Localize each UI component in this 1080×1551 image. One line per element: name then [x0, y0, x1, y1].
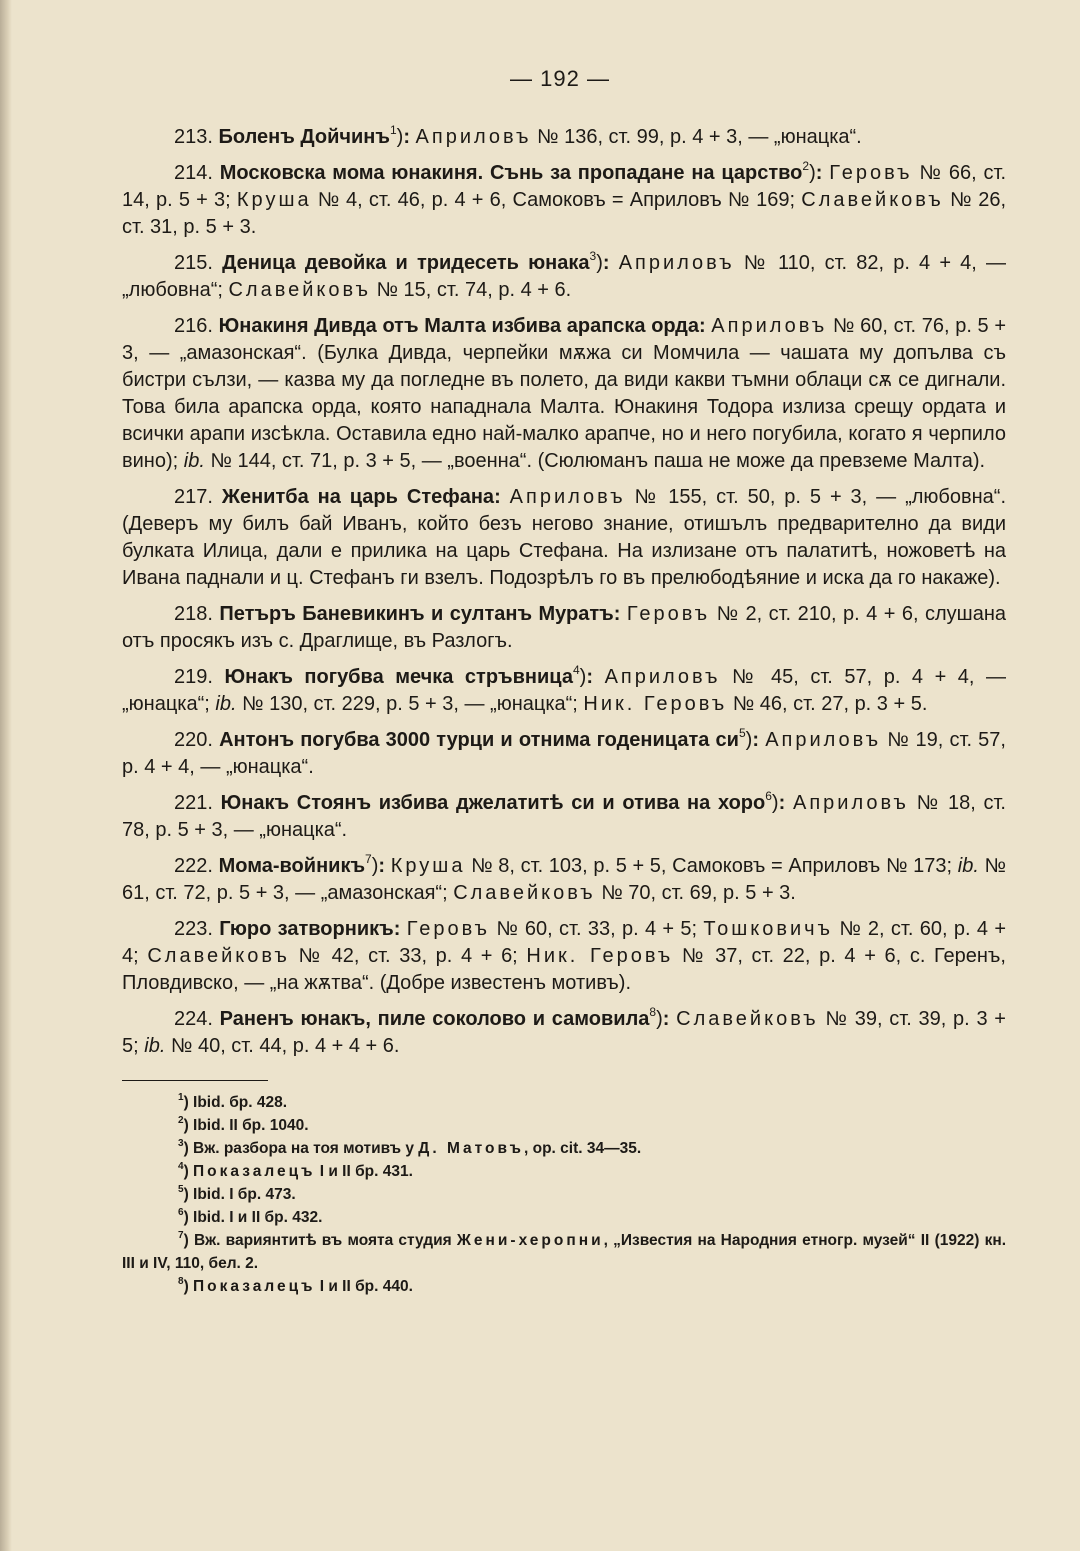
book-binding-edge	[0, 0, 12, 1551]
entry-details: № 110, ст. 82, р. 4 + 4, — „любовна“;	[122, 252, 1006, 301]
entry-details: № 66, ст. 14, р. 5 + 3;	[122, 162, 1006, 211]
source-author: Геровъ	[626, 603, 711, 625]
entry-details: № 15, ст. 74, р. 4 + 6.	[370, 279, 572, 301]
source-author: Славейковъ	[147, 945, 290, 967]
source-author: Априловъ	[509, 486, 626, 508]
entry-title: Петъръ Баневикинъ и султанъ Муратъ	[219, 603, 614, 625]
entry-223: 223. Гюро затворникъ: Геровъ № 60, ст. 33, р. 4 + 5; Тошковичъ № 2, ст. 60, р. 4 + 4; Славейковъ № 42, ст. 33, р. 4 + 6; Ник. Геровъ № 37, ст. 22, р. 4 + 6, с. Геренъ, Пловдивско, — „на жѫтва“. (Добре известенъ мотивъ).	[122, 918, 1006, 994]
source-author: Тошковичъ	[703, 918, 834, 940]
entry-title: Гюро затворникъ	[219, 918, 394, 940]
source-author: Ник. Геровъ	[526, 945, 674, 967]
source-author: Априловъ	[711, 315, 828, 337]
ibid-abbrev: ib.	[183, 450, 205, 472]
footnote-ref[interactable]: 5	[738, 726, 746, 740]
footnote-7: $^7$) Вж. вариянтитѣ въ моята студия Жени-херопни, „Известия на Народния етногр. музей“ II (1922) кн. III и IV, 110, бел. 2.	[122, 1230, 1007, 1272]
ibid-abbrev: ib.	[957, 855, 979, 877]
entry-216: 216. Юнакиня Дивда отъ Малта избива арапска орда: Априловъ № 60, ст. 76, р. 5 + 3, — „амазонская“. (Булка Дивда, черпейки мѫжа си Момчила — чашата му допълва съ бистри сълзи, — казва му да погледне въ полето, да види какви тъмни облаци сѫ се дигнали. Това била арапска орда, която нападнала Малта. Юнакиня Тодора излиза срещу ордата и всички арапи изсѣкла. Оставила едно най-малко арапче, но и него погубила, когато я черпило вино); ib. № 144, ст. 71, р. 3 + 5, — „военна“. (Сюлюманъ паша не може да превземе Малта).	[122, 315, 1007, 472]
entry-number: 224.	[174, 1008, 213, 1030]
entry-number: 222.	[174, 855, 213, 877]
footnote-8: $^8$) Показалецъ I и II бр. 440.	[178, 1276, 413, 1295]
entry-213: 213. Боленъ Дойчинъ$^1$): Априловъ № 136, ст. 99, р. 4 + 3, — „юнацка“.	[174, 123, 862, 148]
entry-217: 217. Женитба на царь Стефана: Априловъ № 155, ст. 50, р. 5 + 3, — „любовна“. (Деверъ му билъ бай Иванъ, който безъ негово знание, отишълъ предварително да види булката Илица, дали е прилика на царь Стефана. На излизане отъ палатитѣ, ножоветѣ на Ивана паднали и ц. Стефанъ ги взелъ. Подозрѣлъ го въ прелюбодѣяние и иска да го накаже).	[122, 486, 1006, 589]
entry-details: № 4, ст. 46, р. 4 + 6, Самоковъ =	[311, 189, 630, 211]
ibid-abbrev: ib.	[144, 1035, 166, 1057]
entry-number: 223.	[174, 918, 213, 940]
entry-222: 222. Мома-войникъ$^7$): Круша № 8, ст. 103, р. 5 + 5, Самоковъ = Априловъ № 173; ib. № 61, ст. 72, р. 5 + 3, — „амазонская“; Славейковъ № 70, ст. 69, р. 5 + 3.	[122, 852, 1006, 904]
entry-number: 215.	[174, 252, 213, 274]
footnote-4: $^4$) Показалецъ I и II бр. 431.	[178, 1161, 413, 1180]
source-author: Круша	[236, 189, 312, 211]
entry-number: 219.	[174, 666, 213, 688]
entry-number: 216.	[174, 315, 213, 337]
entry-title: Раненъ юнакъ, пиле соколово и самовила	[219, 1008, 650, 1030]
footnote-ref[interactable]: 6	[765, 789, 772, 803]
footnote-ref[interactable]: 3	[589, 249, 597, 263]
footnote-ref[interactable]: 2	[802, 159, 810, 173]
entry-details: № 39, ст. 39, р. 3 + 5;	[122, 1008, 1006, 1057]
entry-details: № 19, ст. 57, р. 4 + 4, — „юнацка“.	[122, 729, 1006, 778]
entry-details: № 37, ст. 22, р. 4 + 6, с. Геренъ, Пловдивско, — „на жѫтва“. (Добре известенъ мотивъ).	[122, 945, 1006, 994]
page-number: — 192 —	[510, 66, 610, 91]
source-author: Априловъ	[629, 189, 722, 211]
source-author: Славейковъ	[228, 279, 371, 301]
entry-details: № 173;	[880, 855, 958, 877]
entry-details: № 130, ст. 229, р. 5 + 3, — „юнацка“;	[236, 693, 584, 715]
entry-number: 214.	[174, 162, 213, 184]
entry-219: 219. Юнакъ погубва мечка стръвница$^4$): Априловъ № 45, ст. 57, р. 4 + 4, — „юнацка“; ib. № 130, ст. 229, р. 5 + 3, — „юнацка“; Ник. Геровъ № 46, ст. 27, р. 3 + 5.	[122, 663, 1007, 715]
entry-details: № 42, ст. 33, р. 4 + 6;	[289, 945, 527, 967]
entry-details: № 2, ст. 210, р. 4 + 6, слушана отъ просякъ изъ с. Драглище, въ Разлогъ.	[122, 603, 1006, 652]
entry-details: № 136, ст. 99, р. 4 + 3, — „юнацка“.	[531, 126, 862, 148]
source-author: Ник. Геровъ	[583, 693, 728, 715]
entry-218: 218. Петъръ Баневикинъ и султанъ Муратъ: Геровъ № 2, ст. 210, р. 4 + 6, слушана отъ просякъ изъ с. Драглище, въ Разлогъ.	[122, 603, 1006, 652]
source-author: Априловъ	[765, 729, 882, 751]
entry-title: Деница девойка и тридесеть юнака	[222, 252, 590, 274]
source-author: Славейковъ	[453, 882, 596, 904]
source-author: Априловъ	[618, 252, 735, 274]
entry-title: Юнакъ Стоянъ избива джелатитѣ си и отива на хоро	[220, 792, 766, 814]
footnote-divider	[122, 1080, 268, 1081]
entry-details: № 40, ст. 44, р. 4 + 4 + 6.	[165, 1035, 400, 1057]
entry-details: № 61, ст. 72, р. 5 + 3, — „амазонская“;	[122, 855, 1006, 904]
entry-title: Юнакъ погубва мечка стръвница	[224, 666, 573, 688]
entry-details: № 2, ст. 60, р. 4 + 4;	[122, 918, 1006, 967]
footnote-1: $^1$) Ibid. бр. 428.	[178, 1092, 288, 1111]
entry-number: 218.	[174, 603, 213, 625]
entry-number: 221.	[174, 792, 213, 814]
footnote-2: $^2$) Ibid. II бр. 1040.	[178, 1115, 309, 1134]
entry-details: № 18, ст. 78, р. 5 + 3, — „юнацка“.	[122, 792, 1006, 841]
footnote-6: $^6$) Ibid. I и II бр. 432.	[178, 1207, 323, 1226]
footnote-5: $^5$) Ibid. I бр. 473.	[178, 1184, 296, 1203]
ibid-abbrev: ib.	[215, 693, 237, 715]
entry-title: Мома-войникъ	[218, 855, 366, 877]
entry-number: 217.	[174, 486, 213, 508]
footnote-ref[interactable]: 1	[389, 123, 397, 137]
entry-details: № 46, ст. 27, р. 3 + 5.	[727, 693, 928, 715]
footnote-ref[interactable]: 8	[649, 1005, 657, 1019]
entry-details: № 60, ст. 76, р. 5 + 3, — „амазонская“. (Булка Дивда, черпейки мѫжа си Момчила — чашата му допълва съ бистри сълзи, — казва му да погледне въ полето, да види какви тъмни облаци сѫ се дигнали. Това била арапска орда, която нападнала Малта. Юнакиня Тодора излиза срещу ордата и всички арапи изсѣкла. Оставила едно най-малко арапче, но и него погубила, когато я черпило вино);	[122, 315, 1007, 472]
entry-215: 215. Деница девойка и тридесеть юнака$^3$): Априловъ № 110, ст. 82, р. 4 + 4, — „любовна“; Славейковъ № 15, ст. 74, р. 4 + 6.	[122, 249, 1006, 301]
source-author: Априловъ	[788, 855, 881, 877]
entry-title: Московска мома юнакиня. Сънь за пропадане на царство	[219, 162, 803, 184]
entry-details: № 144, ст. 71, р. 3 + 5, — „военна“. (Сюлюманъ паша не може да превземе Малта).	[204, 450, 986, 472]
page-body	[122, 124, 1006, 1298]
entry-224: 224. Раненъ юнакъ, пиле соколово и самовила$^8$): Славейковъ № 39, ст. 39, р. 3 + 5; ib. № 40, ст. 44, р. 4 + 4 + 6.	[122, 1005, 1006, 1057]
entry-number: 213.	[174, 126, 213, 148]
footnote-3: $^3$) Вж. разбора на тоя мотивъ у Д. Матовъ, op. cit. 34—35.	[178, 1138, 642, 1157]
entry-214: 214. Московска мома юнакиня. Сънь за пропадане на царство$^2$): Геровъ № 66, ст. 14, р. 5 + 3; Круша № 4, ст. 46, р. 4 + 6, Самоковъ = Априловъ № 169; Славейковъ № 26, ст. 31, р. 5 + 3.	[122, 159, 1007, 238]
source-author: Геровъ	[406, 918, 491, 940]
entry-title: Юнакиня Дивда отъ Малта избива арапска орда	[218, 315, 699, 337]
entry-details: № 70, ст. 69, р. 5 + 3.	[595, 882, 796, 904]
source-author: Геровъ	[829, 162, 913, 184]
source-author: Априловъ	[604, 666, 721, 688]
entry-details: № 169;	[721, 189, 802, 211]
source-author: Априловъ	[415, 126, 532, 148]
entry-221: 221. Юнакъ Стоянъ избива джелатитѣ си и отива на хоро$^6$): Априловъ № 18, ст. 78, р. 5 + 3, — „юнацка“.	[122, 789, 1006, 841]
footnote-ref[interactable]: 7	[365, 852, 372, 866]
entry-title: Женитба на царь Стефана	[221, 486, 495, 508]
entry-details: № 8, ст. 103, р. 5 + 5, Самоковъ =	[465, 855, 789, 877]
source-author: Славейковъ	[676, 1008, 819, 1030]
entry-details: № 60, ст. 33, р. 4 + 5;	[490, 918, 704, 940]
source-author: Априловъ	[792, 792, 909, 814]
entry-details: № 45, ст. 57, р. 4 + 4, — „юнацка“;	[122, 666, 1007, 715]
entry-number: 220.	[174, 729, 213, 751]
entry-details: № 26, ст. 31, р. 5 + 3.	[122, 189, 1007, 238]
footnote-ref[interactable]: 4	[572, 663, 580, 677]
source-author: Славейковъ	[801, 189, 944, 211]
source-author: Круша	[390, 855, 466, 877]
entry-220: 220. Антонъ погубва 3000 турци и отнима годеницата $си^5$): Априловъ № 19, ст. 57, р. 4 + 4, — „юнацка“.	[122, 726, 1006, 778]
entry-title: Антонъ погубва 3000 турци и отнима годеницата си	[219, 729, 739, 751]
entry-details: № 155, ст. 50, р. 5 + 3, — „любовна“. (Деверъ му билъ бай Иванъ, който безъ негово знание, отишълъ предварително да види булката Илица, дали е прилика на царь Стефана. На излизане отъ палатитѣ, ножоветѣ на Ивана паднали и ц. Стефанъ ги взелъ. Подозрѣлъ го въ прелюбодѣяние и иска да го накаже).	[122, 486, 1006, 589]
entry-title: Боленъ Дойчинъ	[218, 126, 390, 148]
